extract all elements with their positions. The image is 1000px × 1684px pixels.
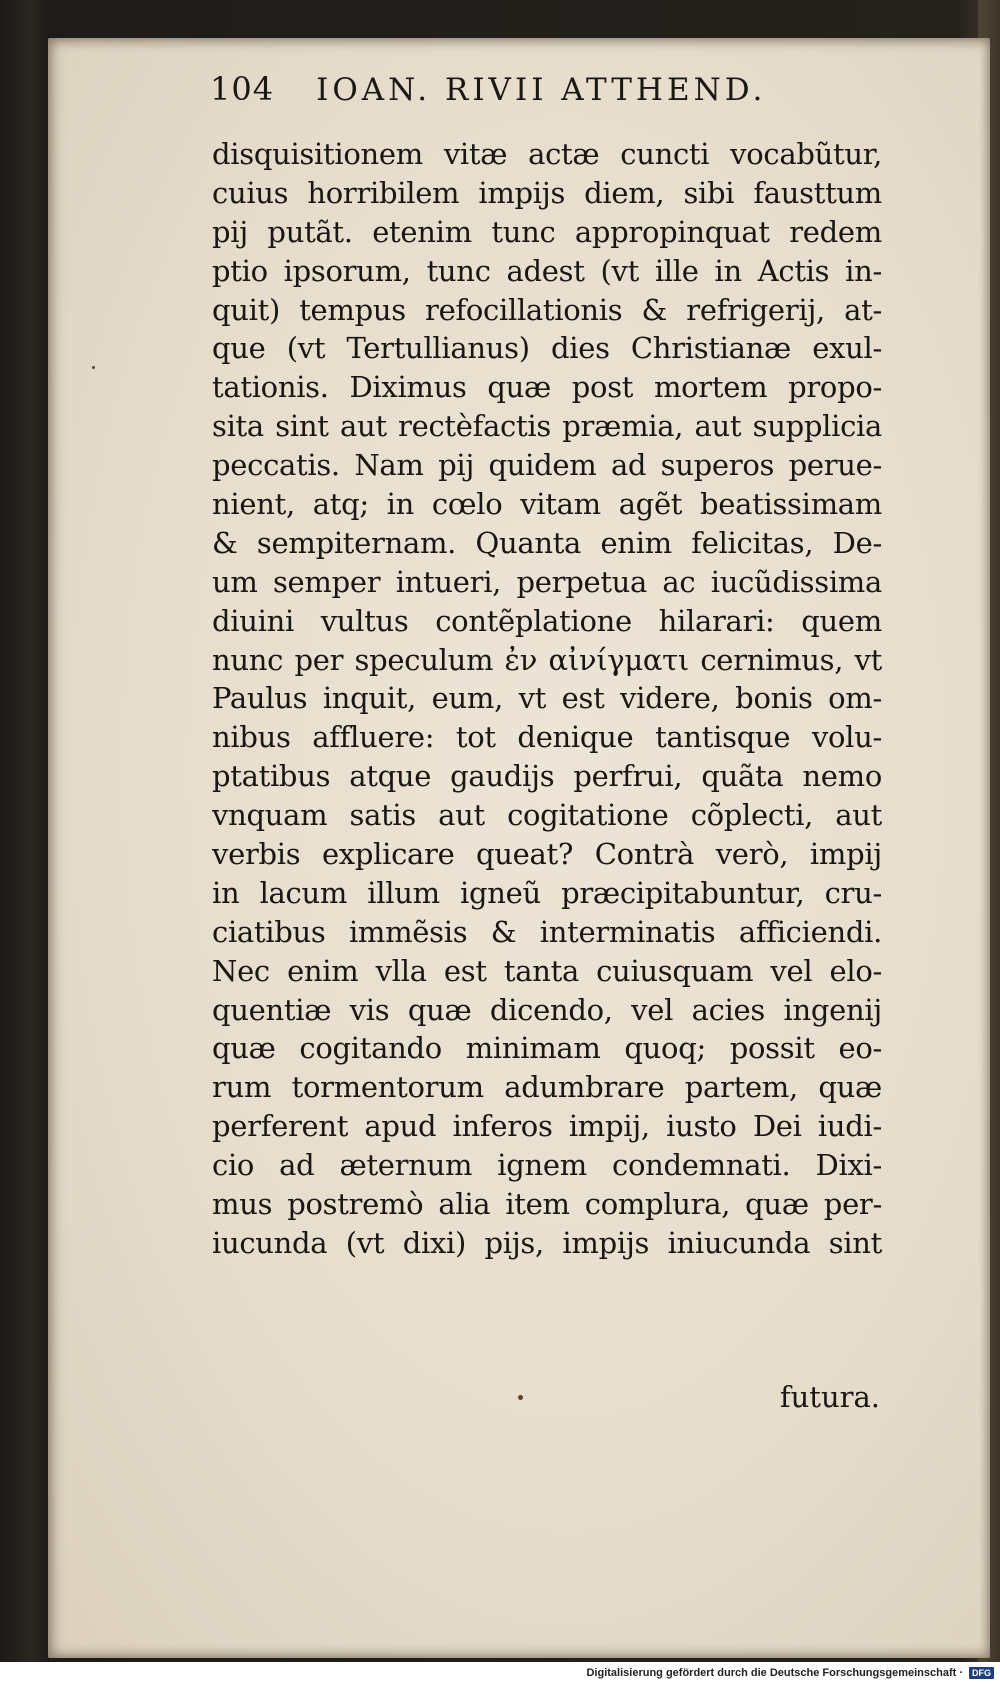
text-line: quæ cogitando minimam quoq; possit eo- [212, 1031, 882, 1066]
text-line: que (vt Tertullianus) dies Christianæ exul- [212, 331, 882, 366]
text-line: nibus affluere: tot denique tantisque volu- [212, 720, 882, 755]
footer-credit: Digitalisierung gefördert durch die Deutsche Forschungsgemeinschaft · [586, 1667, 963, 1679]
text-line: quentiæ vis quæ dicendo, vel acies ingenij [212, 992, 882, 1027]
text-line: Nec enim vlla est tanta cuiusquam vel elo- [212, 953, 882, 988]
text-line: vnquam satis aut cogitatione cõplecti, aut [212, 798, 882, 833]
text-line: verbis explicare queat? Contrà verò, impij [212, 837, 882, 872]
digitization-footer [0, 1662, 1000, 1684]
body-text [212, 135, 882, 1485]
ink-speck [92, 366, 95, 369]
text-line: in lacum illum igneũ præcipitabuntur, cru- [212, 875, 882, 910]
text-line: ptio ipsorum, tunc adest (vt ille in Actis in- [212, 253, 882, 288]
text-line: disquisitionem vitæ actæ cuncti vocabũtur, [212, 137, 882, 171]
text-line: Paulus inquit, eum, vt est videre, bonis om- [212, 681, 882, 716]
ink-speck [518, 1395, 523, 1400]
text-line: ptatibus atque gaudijs perfrui, quãta nemo [212, 759, 882, 794]
text-line: quit) tempus refocillationis & refrigerij, at- [212, 292, 882, 327]
text-line: tationis. Diximus quæ post mortem propo- [212, 370, 882, 405]
text-line: nunc per speculum ἐν αἰνίγματι cernimus, vt [212, 642, 882, 677]
text-line: diuini vultus contẽplatione hilarari: quem [212, 603, 882, 638]
text-line: sita sint aut rectèfactis præmia, aut supplicia [212, 409, 882, 444]
text-line: cio ad æternum ignem condemnati. Dixi- [212, 1148, 882, 1183]
catchword: futura. [779, 1380, 880, 1414]
running-head-title: IOAN. RIVII ATTHEND. [316, 72, 767, 108]
text-line: rum tormentorum adumbrare partem, quæ [212, 1070, 882, 1105]
text-line: iucunda (vt dixi) pijs, impijs iniucunda sint [212, 1225, 882, 1260]
text-line: cuius horribilem impijs diem, sibi fausttum [212, 175, 882, 210]
text-line: pij putãt. etenim tunc appropinquat redem [212, 214, 882, 249]
text-line: peccatis. Nam pij quidem ad superos perue- [212, 448, 882, 483]
text-line: um semper intueri, perpetua ac iucũdissima [212, 564, 882, 599]
running-head [210, 70, 850, 130]
page-number: 104 [210, 70, 275, 108]
text-line: ciatibus immẽsis & interminatis afficiendi. [212, 914, 882, 949]
text-line: & sempiternam. Quanta enim felicitas, De- [212, 525, 882, 560]
dfg-logo-icon: DFG [969, 1667, 994, 1679]
text-line: mus postremò alia item complura, quæ per- [212, 1187, 882, 1222]
text-line: nient, atq; in cœlo vitam agẽt beatissimam [212, 487, 882, 522]
text-line: perferent apud inferos impij, iusto Dei iudi- [212, 1109, 882, 1144]
